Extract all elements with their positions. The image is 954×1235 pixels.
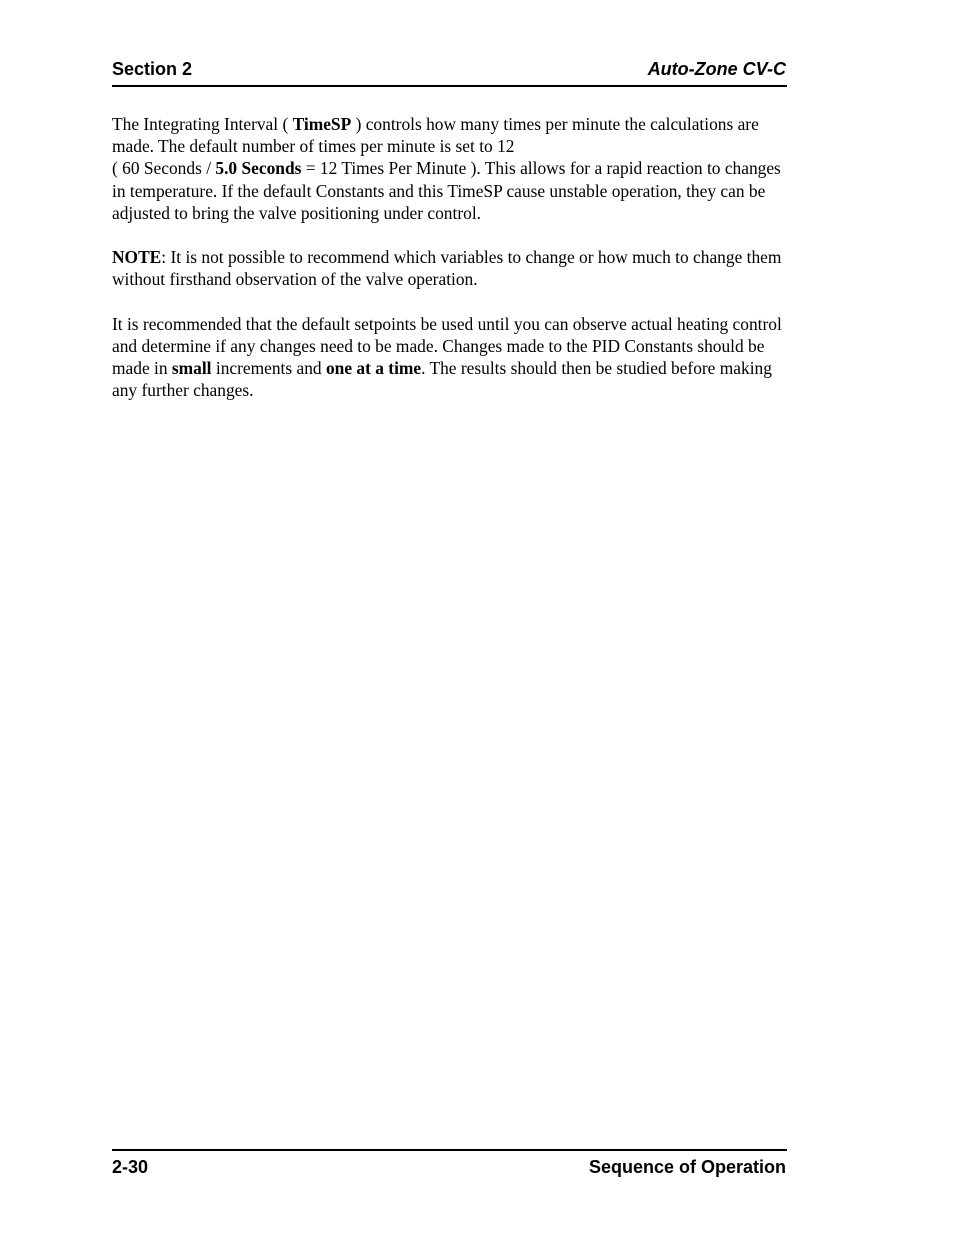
paragraph-text: The Integrating Interval (: [112, 114, 293, 134]
page-header: [112, 58, 787, 87]
paragraph-text: ) controls how many times per minute the calculations are made. The default number of times per minute is set to 12: [112, 114, 759, 157]
chapter-title: Sequence of Operation: [588, 1157, 786, 1177]
page-number: 2-30: [112, 1157, 149, 1177]
bold-term: 5.0 Seconds: [215, 158, 302, 179]
bold-term: small: [171, 358, 212, 379]
paragraph-note: [112, 246, 792, 290]
note-label: NOTE: [112, 247, 162, 268]
paragraph-text: ( 60 Seconds /: [112, 158, 216, 179]
page-body: [112, 113, 792, 424]
product-title: Auto-Zone CV-C: [647, 59, 786, 79]
section-label: Section 2: [112, 59, 193, 79]
bold-term: TimeSP: [292, 114, 352, 134]
paragraph-text: = 12 Times Per Minute ). This allows for a rapid reaction to changes in temperature. If the default Constants and this TimeSP cause unstable operation, they can be adjusted to bring the valve positioning under control.: [112, 158, 781, 223]
paragraph-text: increments and: [211, 358, 326, 379]
paragraph-text: : It is not possible to recommend which variables to change or how much to change them without firsthand observation of the valve operation.: [112, 247, 782, 290]
paragraph-integrating-interval: [112, 113, 792, 224]
paragraph-text: . The results should then be studied before making any further changes.: [112, 358, 772, 401]
bold-term: one at a time: [325, 358, 422, 379]
paragraph-text: It is recommended that the default setpoints be used until you can observe actual heating control and determine if any changes need to be made. Changes made to the PID Constants should be made in: [112, 313, 782, 379]
page-footer: [112, 1149, 787, 1181]
paragraph-recommendation: [112, 313, 792, 402]
